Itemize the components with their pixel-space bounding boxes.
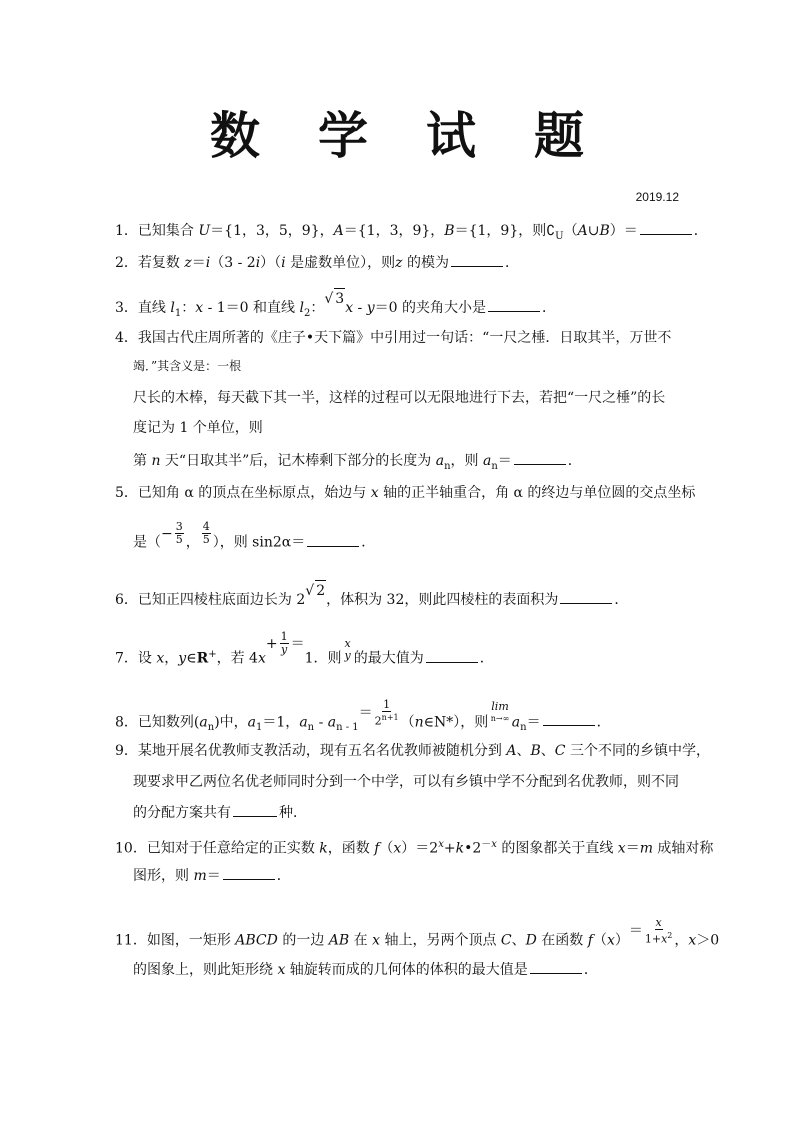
text: 的最大值为 (353, 650, 424, 667)
subscript: n (491, 460, 498, 472)
text: 8．已知数列( (115, 714, 200, 731)
equals-sign: ＝ (358, 705, 373, 722)
text: - (353, 300, 367, 316)
text: ）＝ (609, 223, 638, 239)
text: 第 (133, 453, 152, 469)
equals-sign: ＝ (628, 923, 643, 940)
text: 5．已知角 α 的顶点在坐标原点，始边与 (115, 485, 371, 501)
subscript: n (520, 722, 527, 734)
title-char: 数 (210, 107, 260, 165)
var: x (393, 840, 402, 857)
var: x (277, 962, 286, 978)
question-7 (115, 630, 494, 671)
text: 的分配方案共有 (133, 805, 231, 821)
radicand: 2 (315, 580, 326, 601)
fraction (280, 631, 289, 656)
text: 的图象上，则此矩形绕 (133, 962, 278, 978)
text: )中， (214, 714, 248, 731)
text: ＝0 的夹角大小是 (374, 300, 487, 316)
text: 成轴对称 (652, 840, 714, 857)
var: a (247, 714, 257, 731)
answer-blank[interactable] (426, 650, 478, 663)
var: C (554, 743, 566, 759)
text: •2 (464, 840, 482, 857)
text: ． (614, 592, 629, 608)
numerator: 1 (383, 698, 391, 711)
title-char: 学 (318, 107, 368, 165)
exam-date: 2019.12 (635, 190, 679, 204)
text: ∪ (587, 223, 600, 239)
text: ． (583, 962, 598, 978)
numerator: 4 (202, 520, 210, 533)
question-11-line-2 (133, 960, 598, 980)
superscript: － (481, 839, 492, 850)
text: ＝1， (262, 714, 300, 731)
text: ： (181, 300, 196, 316)
answer-blank[interactable] (543, 713, 595, 726)
numerator: x (344, 636, 351, 650)
sqrt-3 (324, 291, 345, 307)
subscript: 1 (256, 722, 263, 734)
text: ），则 sin2α＝ (212, 534, 306, 551)
text: （ (400, 714, 415, 731)
superscript: x (438, 839, 444, 850)
text: ＝ (206, 868, 221, 884)
var: a (482, 453, 492, 469)
var: z (184, 255, 192, 271)
question-11-line-1 (115, 916, 720, 955)
text: + (443, 840, 456, 857)
var: A (577, 223, 588, 239)
question-4-line-5 (133, 451, 582, 477)
question-1 (115, 221, 708, 247)
var: x (370, 485, 379, 501)
text: - (314, 714, 328, 731)
subscript: n - 1 (336, 722, 359, 734)
radicand: 3 (334, 288, 345, 309)
text: 竭．”其含义是：一根 (133, 359, 242, 373)
var: f (374, 840, 380, 857)
subscript: 2 (303, 307, 311, 319)
var: A (506, 743, 517, 759)
question-2 (115, 253, 519, 273)
denominator (645, 930, 673, 946)
text: （ (563, 223, 578, 239)
var: B (444, 223, 455, 239)
var: a (327, 714, 337, 731)
question-9-line-2: 现要求甲乙两位名优老师同时分到一个中学，可以有乡镇中学不分配到名优教师，则不同 (133, 774, 679, 790)
text: 的模为 (402, 255, 449, 271)
var: x (617, 840, 626, 857)
answer-blank[interactable] (530, 961, 582, 974)
var: i (281, 255, 286, 271)
var: x (257, 650, 266, 667)
answer-blank[interactable] (640, 222, 692, 235)
question-9-line-1 (115, 741, 710, 761)
text: ∈N*），则 (423, 714, 489, 731)
text: 在函数 (536, 932, 588, 949)
answer-blank[interactable] (488, 299, 540, 312)
var: l (170, 300, 175, 316)
denominator-exponent: n+1 (381, 713, 399, 722)
text: ． (693, 223, 708, 239)
text: ． (276, 868, 291, 884)
numerator: x (655, 916, 662, 929)
var: x (195, 300, 204, 316)
plus-sign: + (265, 635, 278, 652)
text: 的一边 (277, 932, 329, 949)
text: 三个不同的乡镇中学， (565, 743, 710, 759)
page-title (0, 96, 794, 168)
sqrt-sign: √ (324, 291, 334, 307)
text: 11．如图，一矩形 (115, 932, 236, 949)
var: f (587, 932, 593, 949)
question-10-line-2 (133, 866, 291, 886)
var: z (395, 255, 403, 271)
denominator: 5 (202, 533, 210, 546)
text: ． (479, 650, 494, 667)
text: 轴上，另两个顶点 (380, 932, 501, 949)
text: 、 (516, 743, 531, 759)
question-9-line-3 (133, 803, 307, 823)
text: ： (310, 300, 325, 316)
var: a (511, 714, 521, 731)
text: ， (164, 650, 179, 667)
answer-blank[interactable] (514, 452, 566, 465)
text: ． (542, 300, 557, 316)
question-4-line-3: 尺长的木棒，每天截下其一半，这样的过程可以无限地进行下去，若把“一尺之棰”的长 (133, 390, 666, 406)
var: m (639, 840, 653, 857)
subscript: 1 (174, 307, 182, 319)
question-8 (115, 698, 611, 738)
subscript: n (207, 722, 215, 734)
question-4-line-4: 度记为 1 个单位，则 (133, 420, 263, 436)
text: 6．已知正四棱柱底面边长为 2 (115, 592, 306, 608)
var: k (319, 840, 328, 857)
var: x (688, 932, 697, 949)
answer-blank[interactable] (223, 867, 275, 880)
text: ， (185, 534, 200, 551)
text: ． (361, 534, 376, 551)
var: B (530, 743, 541, 759)
text: 轴旋转而成的几何体的体积的最大值是 (285, 962, 528, 978)
var: i (205, 255, 211, 271)
var: m (193, 868, 207, 884)
question-4-line-1: 4．我国古代庄周所著的《庄子•天下篇》中引用过一句话：“一尺之棰．日取其半，万世不 (115, 330, 672, 346)
var: AB (328, 932, 350, 949)
var: B (599, 223, 610, 239)
text: ＝ (526, 714, 541, 731)
text: ＝{1，3，5，9}， (210, 223, 334, 239)
var: y (178, 650, 187, 667)
text: ，若 4 (216, 650, 258, 667)
lim-text: lim (491, 700, 509, 714)
answer-blank[interactable] (233, 804, 277, 817)
subscript: U (555, 230, 564, 242)
text: ＝ (625, 840, 640, 857)
fraction (202, 521, 211, 546)
var: U (198, 223, 211, 239)
text: 在 (349, 932, 373, 949)
sqrt-sign: √ (305, 583, 315, 599)
text: ，则 (450, 453, 483, 469)
text: ＞0 (696, 932, 720, 949)
text: ＝{1，3，9}， (343, 223, 445, 239)
text: ． (596, 714, 611, 731)
text: 图形，则 (133, 868, 194, 884)
text: ， (674, 932, 689, 949)
text: ）（ (260, 255, 282, 271)
text: ＝ (497, 453, 512, 469)
answer-blank[interactable] (451, 254, 503, 267)
var: i (255, 255, 261, 271)
title-char: 试 (426, 107, 476, 165)
text: - 1＝0 和直线 (203, 300, 300, 316)
text: ∈ (186, 650, 197, 667)
numerator: 1 (280, 630, 288, 644)
denominator-var: x (661, 932, 668, 946)
text: ，函数 (327, 840, 375, 857)
text: ． (567, 453, 582, 469)
subscript: n (307, 722, 315, 734)
answer-blank[interactable] (307, 534, 359, 547)
set-symbol: R (196, 650, 209, 667)
text: 是（ (133, 534, 161, 551)
fraction (175, 521, 184, 546)
question-5-line-2 (133, 520, 376, 555)
denominator: 5 (175, 533, 183, 546)
var: A (333, 223, 344, 239)
var: n (414, 714, 424, 731)
fraction (375, 699, 399, 728)
minus-sign: − (161, 525, 173, 542)
denominator (375, 712, 399, 728)
text: （ (379, 840, 394, 857)
var: a (435, 453, 445, 469)
var: x (372, 932, 380, 949)
question-6 (115, 583, 629, 610)
question-4-line-2 (133, 356, 241, 376)
text: 轴的正半轴重合，角 α 的终边与单位圆的交点坐标 (378, 485, 696, 501)
fraction (344, 638, 352, 662)
text: 种． (279, 805, 307, 821)
text: 、 (511, 932, 526, 949)
answer-blank[interactable] (560, 591, 612, 604)
text: ） (614, 932, 629, 949)
text: 天“日取其半”后，记木棒剩下部分的长度为 (160, 453, 436, 469)
var: C (500, 932, 512, 949)
text: 9．某地开展名优教师支教活动，现有五名名优教师被随机分到 (115, 743, 507, 759)
text: 3．直线 (115, 300, 171, 316)
denominator: y (280, 643, 288, 657)
text: 的图象都关于直线 (496, 840, 618, 857)
limit (490, 701, 509, 725)
text: （3 - 2 (210, 255, 256, 271)
denominator: y (344, 648, 351, 662)
text: 1．则 (304, 650, 342, 667)
denominator-part: 1+ (644, 932, 662, 946)
equals-sign: ＝ (290, 635, 305, 652)
text: ）＝2 (401, 840, 439, 857)
sqrt-2 (305, 583, 326, 599)
var: D (525, 932, 537, 949)
subscript: n (444, 460, 451, 472)
text: ＝ (191, 255, 206, 271)
denominator-base: 2 (374, 714, 382, 728)
text: 2．若复数 (115, 255, 185, 271)
text: ，体积为 32，则此四棱柱的表面积为 (326, 592, 559, 608)
text: （ (592, 932, 607, 949)
question-3 (115, 291, 557, 324)
var: l (299, 300, 304, 316)
var: x (345, 300, 354, 316)
superscript: + (208, 649, 217, 660)
text: 7．设 (115, 650, 157, 667)
var: x (156, 650, 165, 667)
var: ABCD (235, 932, 278, 949)
text: 是虚数单位），则 (285, 255, 396, 271)
question-10-line-1 (115, 835, 713, 859)
var: k (455, 840, 465, 857)
numerator: 3 (175, 520, 183, 533)
fraction (645, 917, 673, 946)
text: ＝{1，9}，则∁ (454, 223, 556, 239)
text: ． (504, 255, 519, 271)
question-5-line-1 (115, 483, 695, 503)
text: 10．已知对于任意给定的正实数 (115, 840, 320, 857)
var: y (366, 300, 375, 316)
var: a (299, 714, 308, 731)
title-char: 题 (534, 107, 584, 165)
var: n (151, 453, 161, 469)
var: a (199, 714, 208, 731)
superscript: x (491, 839, 497, 850)
text: 、 (540, 743, 555, 759)
lim-subscript: n→∞ (490, 714, 510, 724)
text: 1．已知集合 (115, 223, 199, 239)
denominator-exponent: 2 (667, 931, 673, 940)
var: x (606, 932, 615, 949)
